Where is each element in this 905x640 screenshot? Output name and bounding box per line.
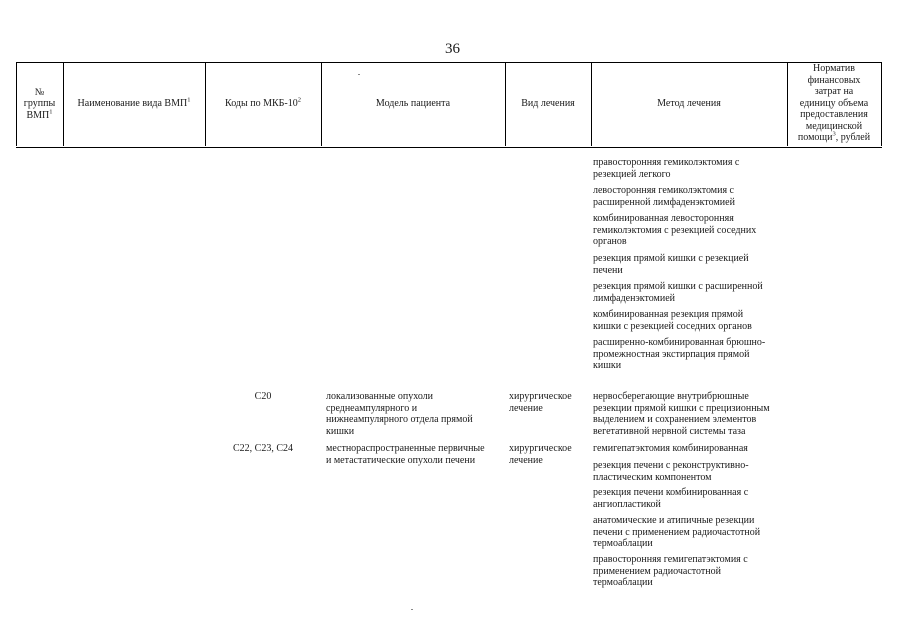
text-line: выделением и сохранением элементов — [593, 414, 757, 425]
header-icd-codes-text: Коды по МКБ-10 — [225, 98, 298, 110]
header-patient-model — [321, 62, 505, 146]
header-norm-line: Норматив — [813, 63, 855, 74]
text-line: комбинированная резекция прямой — [593, 309, 744, 320]
text-line: нижнеампулярного отдела прямой — [326, 414, 473, 425]
text-line: кишки — [593, 360, 622, 371]
text-line: нервосберегающие внутрибрюшные — [593, 391, 749, 402]
patient-model — [326, 391, 473, 437]
treatment-method — [593, 487, 748, 510]
treatment-method — [593, 460, 749, 483]
header-norm-line: медицинской — [805, 120, 863, 132]
treatment-method — [593, 157, 739, 180]
text-line: применением радиочастотной — [593, 565, 721, 577]
text-line: анатомические и атипичные резекции — [593, 515, 755, 526]
header-group-number — [16, 62, 63, 146]
text-line: комбинированная левосторонняя — [593, 213, 734, 224]
text-line: резекция прямой кишки с резекцией — [593, 253, 749, 264]
scan-speck — [411, 609, 413, 610]
header-norm — [787, 62, 881, 146]
text-line: хирургическое — [509, 443, 572, 454]
footnote-mark: 1 — [49, 108, 53, 116]
text-line: резекция прямой кишки с расширенной — [593, 281, 763, 292]
text-line: среднеампулярного и — [326, 402, 418, 414]
header-norm-line: предоставления — [800, 109, 868, 120]
text-line: пластическим компонентом — [593, 471, 712, 483]
footnote-mark: 3 — [832, 130, 836, 138]
text-line: резекция печени с реконструктивно- — [593, 460, 749, 471]
text-line: вегетативной нервной системы таза — [593, 425, 746, 437]
text-line: кишки с резекцией соседних органов — [593, 320, 752, 332]
text-line: расширенно-комбинированная брюшно- — [593, 337, 766, 348]
text-line: локализованные опухоли — [326, 391, 434, 402]
header-treatment-type — [505, 62, 591, 146]
text-line: термоаблации — [593, 538, 653, 549]
treatment-method — [593, 281, 763, 304]
text-line: правосторонняя гемиколэктомия с — [593, 157, 740, 168]
text-line: лечение — [509, 402, 543, 414]
text-line: резекцией легкого — [593, 168, 671, 180]
header-group-number-line: № — [34, 86, 45, 98]
text-line: органов — [593, 236, 627, 247]
header-norm-line: затрат на — [814, 86, 854, 97]
header-treatment-method-text: Метод лечения — [657, 98, 721, 110]
treatment-method — [593, 213, 756, 248]
text-line: резекции прямой кишки с прецизионным — [593, 402, 770, 414]
treatment-method — [593, 309, 752, 332]
header-norm-line: единицу объема — [799, 97, 869, 109]
icd-code: C22, C23, C24 — [232, 443, 293, 454]
text-line: кишки — [326, 425, 355, 437]
header-norm-line: помощи — [797, 132, 833, 143]
text-line: термоаблации — [593, 577, 653, 588]
treatment-method — [593, 391, 770, 437]
text-line: местнораспространенные первичные — [326, 443, 485, 454]
treatment-type — [509, 443, 572, 466]
header-treatment-type-text: Вид лечения — [521, 98, 575, 110]
text-line: печени — [593, 264, 623, 276]
header-treatment-method — [591, 62, 787, 146]
text-line: лимфаденэктомией — [593, 292, 676, 304]
text-line: гемиколэктомия с резекцией соседних — [593, 224, 757, 236]
page-number: 36 — [445, 41, 460, 57]
treatment-method — [593, 337, 765, 372]
text-line: расширенной лимфаденэктомией — [593, 196, 735, 208]
text-line: хирургическое — [509, 391, 572, 402]
treatment-method — [593, 554, 748, 589]
text-line: промежностная экстирпация прямой — [593, 348, 750, 360]
footnote-mark: 2 — [297, 96, 301, 104]
column-separator — [881, 62, 882, 146]
header-norm-line: , рублей — [835, 132, 871, 143]
text-line: лечение — [509, 454, 543, 466]
text-line: резекция печени комбинированная с — [593, 487, 749, 498]
treatment-type — [509, 391, 572, 414]
text-line: и метастатические опухоли печени — [326, 454, 476, 466]
header-norm-line: финансовых — [807, 74, 861, 86]
icd-code: C20 — [254, 391, 272, 402]
text-line: печени с применением радиочастотной — [593, 526, 761, 538]
text-line: ангиопластикой — [593, 498, 661, 510]
footnote-mark: 1 — [187, 96, 191, 104]
text-line: левосторонняя гемиколэктомия с — [593, 185, 734, 196]
text-line: гемигепатэктомия комбинированная — [593, 443, 748, 454]
text-line: правосторонняя гемигепатэктомия с — [593, 554, 748, 565]
header-vmp-name — [63, 62, 205, 146]
treatment-method — [593, 515, 760, 550]
treatment-method — [593, 185, 735, 208]
scan-speck — [358, 74, 360, 75]
treatment-method — [593, 443, 748, 455]
treatment-method — [593, 253, 749, 276]
header-group-number-line: ВМП — [26, 109, 50, 121]
header-icd-codes — [205, 62, 321, 146]
header-patient-model-text: Модель пациента — [375, 98, 451, 110]
header-vmp-name-text: Наименование вида ВМП — [77, 98, 188, 110]
patient-model — [326, 443, 485, 466]
header-group-number-line: группы — [23, 98, 56, 110]
